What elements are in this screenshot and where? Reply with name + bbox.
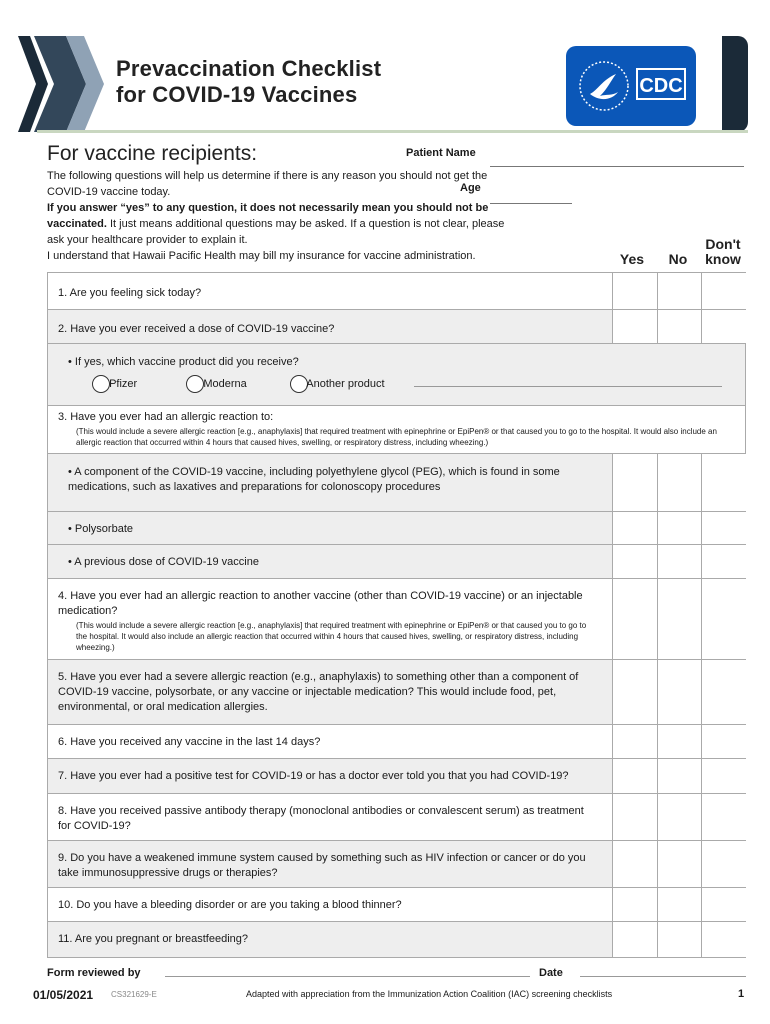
q1-yes-box[interactable]: [612, 273, 657, 309]
age-label: Age: [460, 182, 481, 194]
column-header-yes: Yes: [619, 251, 645, 267]
question-row-2a: [48, 344, 745, 406]
question-3b-text: • Polysorbate: [68, 523, 133, 535]
moderna-label: Moderna: [203, 377, 247, 390]
q2-dont-know-box[interactable]: [701, 310, 746, 343]
q9-no-box[interactable]: [657, 841, 702, 887]
q10-dont-know-box[interactable]: [701, 888, 746, 921]
document-date: 01/05/2021: [33, 988, 94, 1002]
question-8-text: 8. Have you received passive antibody therapy (monoclonal antibodies or convalescent serum) as treatment for COVID-19?: [58, 805, 584, 832]
another-product-label: Another product: [306, 377, 385, 390]
q2-yes-box[interactable]: [612, 310, 657, 343]
question-row-3a: [48, 454, 745, 512]
q2-no-box[interactable]: [657, 310, 702, 343]
q6-dont-know-box[interactable]: [701, 725, 746, 758]
question-row-4: [48, 579, 745, 660]
question-3-note: (This would include a severe allergic reaction [e.g., anaphylaxis] that required treatment with epinephrine or EpiPen® or that caused you to go to the hospital. It would also include an allergic reaction that occurred within 4 hours that caused hives, swelling, or respiratory distress, including wheezing.): [76, 427, 717, 447]
q6-yes-box[interactable]: [612, 725, 657, 758]
cdc-logo: [566, 46, 696, 126]
pfizer-label: Pfizer: [109, 377, 138, 390]
date-label: Date: [539, 967, 563, 979]
q8-dont-know-box[interactable]: [701, 794, 746, 840]
question-3a-text: • A component of the COVID-19 vaccine, including polyethylene glycol (PEG), which is found in some medications, such as laxatives and preparations for colonoscopy procedures: [68, 466, 560, 493]
q5-yes-box[interactable]: [612, 660, 657, 724]
question-row-7: [48, 759, 745, 794]
q3a-yes-box[interactable]: [612, 454, 657, 511]
q3a-dont-know-box[interactable]: [701, 454, 746, 511]
column-header-dont-know-line2: know: [705, 251, 741, 267]
q3b-yes-box[interactable]: [612, 512, 657, 544]
credit-text: Adapted with appreciation from the Immunization Action Coalition (IAC) screening checklists: [246, 989, 613, 999]
question-row-5: [48, 660, 745, 725]
question-4-text: 4. Have you ever had an allergic reaction to another vaccine (other than COVID-19 vaccine) or an injectable medication?: [58, 590, 583, 617]
question-row-6: [48, 725, 745, 759]
question-3-block: [58, 410, 737, 448]
vaccine-product-options: [92, 375, 725, 393]
question-3c-text: • A previous dose of COVID-19 vaccine: [68, 556, 259, 568]
q7-dont-know-box[interactable]: [701, 759, 746, 793]
question-9-text: 9. Do you have a weakened immune system caused by something such as HIV infection or cancer or do you take immunosuppressive drugs or therapies?: [58, 852, 586, 879]
patient-name-field[interactable]: [490, 166, 744, 167]
column-header-no: No: [668, 251, 688, 267]
q3b-dont-know-box[interactable]: [701, 512, 746, 544]
q4-dont-know-box[interactable]: [701, 579, 746, 659]
q6-no-box[interactable]: [657, 725, 702, 758]
question-row-11: [48, 922, 745, 957]
title-line-2: for COVID-19 Vaccines: [116, 82, 358, 107]
cdc-logo-text: CDC: [636, 68, 686, 100]
q7-yes-box[interactable]: [612, 759, 657, 793]
question-4-block: [58, 589, 590, 653]
form-reviewed-by-label: Form reviewed by: [47, 967, 141, 979]
column-header-dont-know-line1: Don't: [705, 236, 741, 252]
section-subheading: For vaccine recipients:: [47, 142, 258, 165]
q1-no-box[interactable]: [657, 273, 702, 309]
question-row-8: [48, 794, 745, 841]
question-1-text: 1. Are you feeling sick today?: [58, 287, 202, 299]
intro-text: [47, 168, 517, 264]
questions-table: [47, 272, 746, 958]
question-6-text: 6. Have you received any vaccine in the last 14 days?: [58, 736, 321, 748]
question-3-text: 3. Have you ever had an allergic reaction to:: [58, 411, 274, 423]
q10-no-box[interactable]: [657, 888, 702, 921]
q7-no-box[interactable]: [657, 759, 702, 793]
document-code: CS321629-E: [111, 990, 157, 999]
header-right-bar: [722, 36, 748, 132]
page-number: 1: [738, 988, 745, 1000]
question-10-text: 10. Do you have a bleeding disorder or are you taking a blood thinner?: [58, 899, 402, 911]
question-row-2: [48, 310, 745, 344]
q4-yes-box[interactable]: [612, 579, 657, 659]
patient-name-label: Patient Name: [406, 147, 476, 159]
header-divider: [37, 130, 748, 133]
question-row-9: [48, 841, 745, 888]
q8-yes-box[interactable]: [612, 794, 657, 840]
question-11-text: 11. Are you pregnant or breastfeeding?: [58, 933, 248, 945]
header-chevron: [26, 36, 112, 132]
q4-no-box[interactable]: [657, 579, 702, 659]
intro-paragraph-2: It just means additional questions may be asked. If a question is not clear, please ask your healthcare provider to explain it.: [47, 218, 505, 246]
pfizer-radio[interactable]: [92, 375, 110, 393]
q11-no-box[interactable]: [657, 922, 702, 957]
question-7-text: 7. Have you ever had a positive test for COVID-19 or has a doctor ever told you that you had COVID-19?: [58, 770, 569, 782]
date-field[interactable]: [580, 976, 746, 977]
question-5-text: 5. Have you ever had a severe allergic reaction (e.g., anaphylaxis) to something other than a component of COVID-19 vaccine, polysorbate, or any vaccine or injectable medication? This would include food, pet, environmental, or oral medication allergies.: [58, 671, 579, 713]
q3c-no-box[interactable]: [657, 545, 702, 578]
question-2-text: 2. Have you ever received a dose of COVID-19 vaccine?: [58, 323, 335, 335]
q9-dont-know-box[interactable]: [701, 841, 746, 887]
page-title: [116, 56, 381, 108]
question-row-3b: [48, 512, 745, 545]
q3b-no-box[interactable]: [657, 512, 702, 544]
hhs-eagle-icon: [578, 60, 630, 112]
q10-yes-box[interactable]: [612, 888, 657, 921]
intro-paragraph-1: The following questions will help us determine if there is any reason you should not get the COVID-19 vaccine today.: [47, 170, 488, 198]
q1-dont-know-box[interactable]: [701, 273, 746, 309]
question-row-3: [48, 406, 745, 454]
q5-dont-know-box[interactable]: [701, 660, 746, 724]
q5-no-box[interactable]: [657, 660, 702, 724]
question-4-note: (This would include a severe allergic reaction [e.g., anaphylaxis] that required treatment with epinephrine or EpiPen® or that caused you to go to the hospital. It would also include an allergic reaction that occurred within 4 hours that caused hives, swelling, or respiratory distress, including wheezing.): [76, 621, 587, 652]
q3c-yes-box[interactable]: [612, 545, 657, 578]
q11-yes-box[interactable]: [612, 922, 657, 957]
question-row-1: [48, 273, 745, 310]
title-line-1: Prevaccination Checklist: [116, 56, 382, 81]
column-header-dont-know: [700, 237, 746, 267]
moderna-radio[interactable]: [186, 375, 204, 393]
intro-bold-statement: If you answer “yes” to any question, it does not necessarily mean you should not be vaccinated.: [47, 202, 489, 230]
q9-yes-box[interactable]: [612, 841, 657, 887]
intro-billing-statement: I understand that Hawaii Pacific Health may bill my insurance for vaccine administration.: [47, 250, 476, 262]
question-2a-text: • If yes, which vaccine product did you receive?: [68, 356, 299, 368]
q11-dont-know-box[interactable]: [701, 922, 746, 957]
q8-no-box[interactable]: [657, 794, 702, 840]
another-product-field[interactable]: [414, 386, 722, 387]
question-row-10: [48, 888, 745, 922]
q3c-dont-know-box[interactable]: [701, 545, 746, 578]
q3a-no-box[interactable]: [657, 454, 702, 511]
form-reviewed-by-field[interactable]: [165, 976, 530, 977]
question-row-3c: [48, 545, 745, 579]
